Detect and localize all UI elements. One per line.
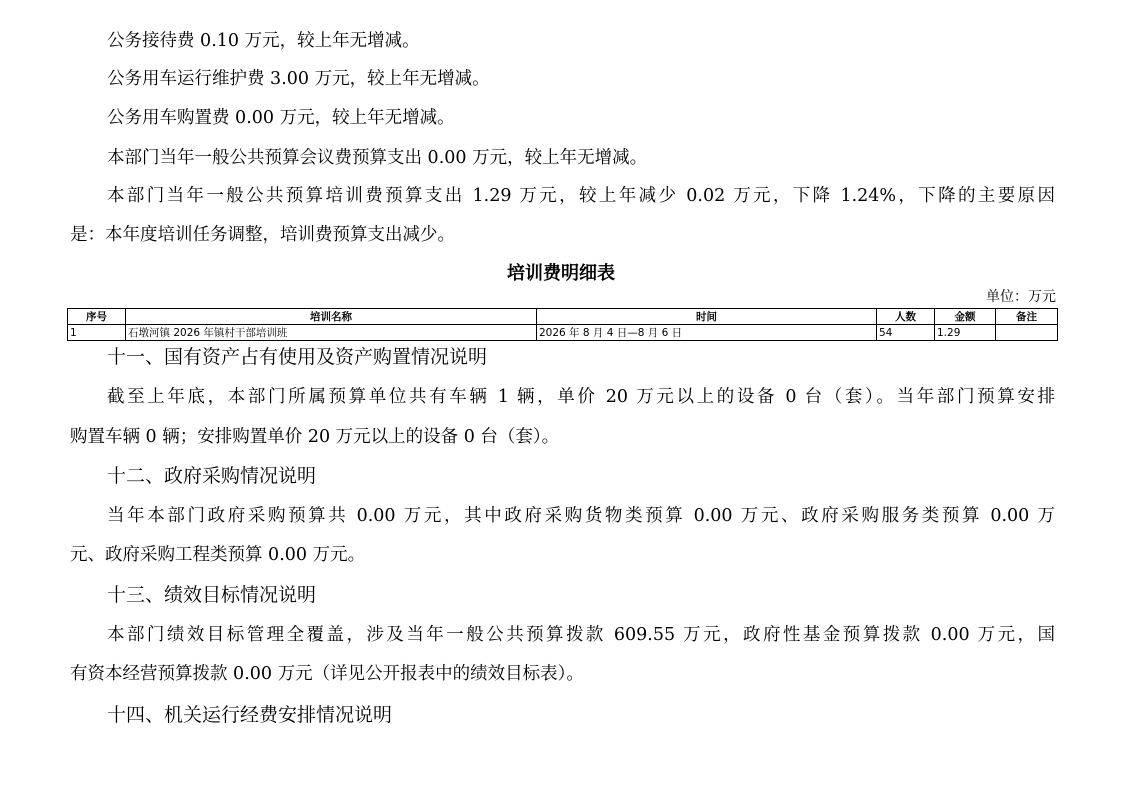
section-11-paragraph-line2: 购置车辆 0 辆；安排购置单价 20 万元以上的设备 0 台（套）。 (70, 427, 560, 447)
training-detail-table (67, 308, 1058, 341)
section-12-paragraph-line2: 元、政府采购工程类预算 0.00 万元。 (70, 545, 366, 565)
cell-training-name: 石墩河镇 2026 年镇村干部培训班 (126, 325, 537, 341)
paragraph-meeting-fee: 本部门当年一般公共预算会议费预算支出 0.00 万元，较上年无增减。 (107, 148, 648, 168)
section-13-heading: 十三、绩效目标情况说明 (107, 584, 317, 606)
table-title: 培训费明细表 (507, 263, 615, 284)
header-amount: 金额 (935, 309, 996, 325)
section-13-paragraph-line1: 本部门绩效目标管理全覆盖，涉及当年一般公共预算拨款 609.55 万元，政府性基金预算拨款 0.00 万元，国 (107, 625, 1055, 645)
cell-amount: 1.29 (935, 325, 996, 341)
paragraph-training-fee-line2: 是：本年度培训任务调整，培训费预算支出减少。 (70, 225, 455, 245)
cell-time: 2026 年 8 月 4 日—8 月 6 日 (537, 325, 877, 341)
paragraph-vehicle-maintenance: 公务用车运行维护费 3.00 万元，较上年无增减。 (107, 69, 490, 89)
header-training-name: 培训名称 (126, 309, 537, 325)
table-unit: 单位：万元 (986, 289, 1056, 305)
table-header-row (68, 309, 1058, 325)
header-index: 序号 (68, 309, 126, 325)
section-13-paragraph-line2: 有资本经营预算拨款 0.00 万元（详见公开报表中的绩效目标表）。 (70, 664, 584, 684)
paragraph-vehicle-purchase: 公务用车购置费 0.00 万元，较上年无增减。 (107, 108, 455, 128)
paragraph-reception-fee: 公务接待费 0.10 万元，较上年无增减。 (107, 31, 420, 51)
cell-remark (996, 325, 1058, 341)
section-14-heading: 十四、机关运行经费安排情况说明 (107, 704, 393, 726)
header-time: 时间 (537, 309, 877, 325)
cell-headcount: 54 (877, 325, 935, 341)
paragraph-training-fee-line1: 本部门当年一般公共预算培训费预算支出 1.29 万元，较上年减少 0.02 万元，下降 1.24%，下降的主要原因 (107, 186, 1055, 206)
cell-index: 1 (68, 325, 126, 341)
section-11-paragraph-line1: 截至上年底，本部门所属预算单位共有车辆 1 辆，单价 20 万元以上的设备 0 台（套）。当年部门预算安排 (107, 387, 1055, 407)
section-12-paragraph-line1: 当年本部门政府采购预算共 0.00 万元，其中政府采购货物类预算 0.00 万元、政府采购服务类预算 0.00 万 (107, 506, 1055, 526)
header-remark: 备注 (996, 309, 1058, 325)
section-12-heading: 十二、政府采购情况说明 (107, 465, 317, 487)
table-row (68, 325, 1058, 341)
header-headcount: 人数 (877, 309, 935, 325)
section-11-heading: 十一、国有资产占有使用及资产购置情况说明 (107, 346, 488, 368)
